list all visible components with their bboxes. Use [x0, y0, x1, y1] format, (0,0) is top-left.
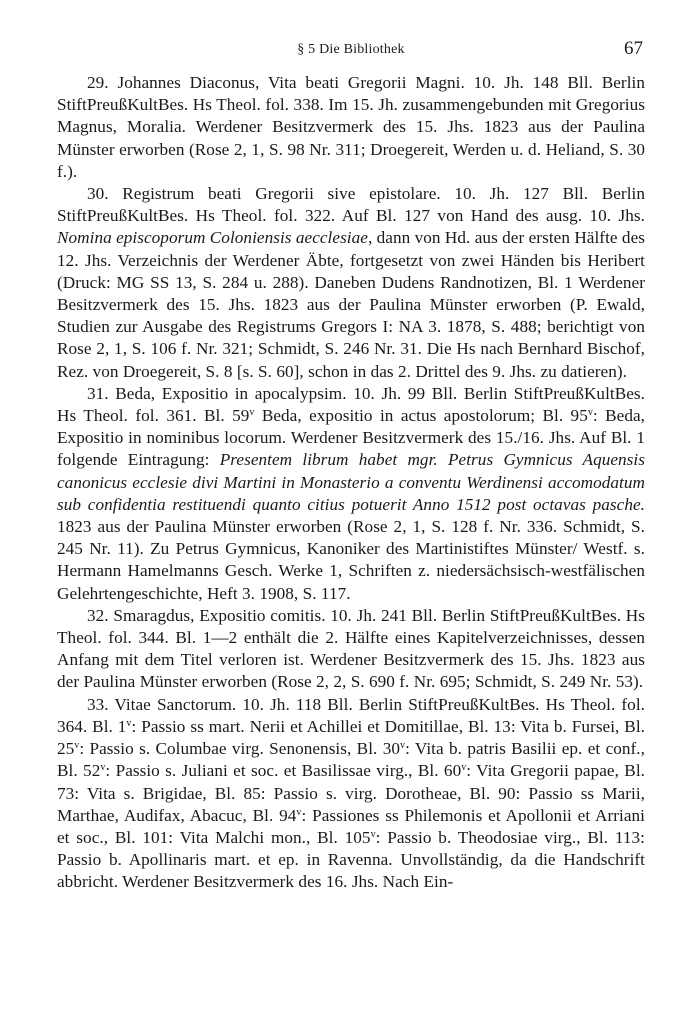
entry-30 — [57, 183, 645, 383]
verso-marker: v — [100, 762, 106, 774]
verso-marker: v — [587, 407, 593, 419]
book-page — [57, 36, 645, 894]
entry-text: 33. Vitae Sanctorum. 10. Jh. 118 Bll. Berlin StiftPreußKultBes. Hs Theol. fol. 364. Bl. 1 — [57, 694, 645, 736]
entry-text: 32. Smaragdus, Expositio comitis. 10. Jh. 241 Bll. Berlin StiftPreußKultBes. Hs Theol. fol. 344. Bl. 1—2 enthält die 2. Hälfte eines Kapitelverzeichnisses, dessen Anfang mit dem Titel verloren ist. Werdener Besitzvermerk des 15. Jhs. 1823 aus der Paulina Münster erworben (Rose 2, 2, S. 690 f. Nr. 695; Schmidt, S. 249 Nr. 53). — [57, 605, 645, 692]
verso-marker: v — [74, 740, 80, 752]
entry-text: Beda, expositio in actus apostolorum; Bl. 95 — [254, 406, 588, 426]
entry-text: 30. Registrum beati Gregorii sive epistolare. 10. Jh. 127 Bll. Berlin StiftPreußKultBes. Hs Theol. fol. 322. Auf Bl. 127 von Hand des ausg. 10. Jhs. — [57, 184, 645, 226]
entry-31 — [57, 383, 645, 605]
entry-text: 1823 aus der Paulina Münster erworben (Rose 2, 1, S. 128 f. Nr. 336. Schmidt, S. 245 Nr. 11). Zu Petrus Gymnicus, Kanoniker des Martinistiftes Münster/ Westf. s. Hermann Hamelmanns Gesch. Werke 1, Schriften z. niedersächsisch-westfälischen Gelehrtengeschichte, Heft 3. 1908, S. 117. — [57, 517, 645, 603]
manuscript-entries — [57, 72, 645, 894]
entry-text: : Vita Gregorii papae, Bl. 73: Vita s. Brigidae, Bl. 85: Passio s. virg. Dorotheae, Bl. 90: Passio ss Marii, Marthae, Audifax, Abacuc, Bl. 94 — [57, 761, 645, 825]
verso-marker: v — [370, 828, 376, 840]
entry-29 — [57, 72, 645, 183]
entry-text: : Vita b. patris Basilii ep. et conf., Bl. 52 — [57, 739, 645, 781]
verso-marker: v — [400, 740, 406, 752]
entry-text: 29. Johannes Diaconus, Vita beati Gregorii Magni. 10. Jh. 148 Bll. Berlin StiftPreußKultBes. Hs Theol. fol. 338. Im 15. Jh. zusammengebunden mit Gregorius Magnus, Moralia. Werdener Besitzvermerk des 15. Jhs. 1823 aus der Paulina Münster erworben (Rose 2, 1, S. 98 Nr. 311; Droegereit, Werden u. d. Heliand, S. 30 f.). — [57, 73, 645, 181]
entry-text: : Passio s. Columbae virg. Senonensis, Bl. 30 — [79, 739, 400, 759]
italic-citation: Nomina episcoporum Coloniensis aecclesiae — [57, 228, 368, 248]
running-title: § 5 Die Bibliothek — [297, 42, 405, 57]
entry-33 — [57, 694, 645, 894]
entry-text: 31. Beda, Expositio in apocalypsim. 10. Jh. 99 Bll. Berlin StiftPreußKultBes. Hs Theol. fol. 361. Bl. 59 — [57, 383, 645, 426]
entry-text: : Passiones ss Philemonis et Apollonii et Arriani et soc., Bl. 101: Vita Malchi mon., Bl. 105 — [57, 805, 645, 847]
entry-text: , dann von Hd. aus der ersten Hälfte des 12. Jhs. Verzeichnis der Werdener Äbte, fortgesetzt von zwei Händen bis Heribert (Druck: MG SS 13, S. 284 u. 288). Daneben Dudens Randnotizen, Bl. 1 Werdener Besitzvermerk des 15. Jhs. 1823 aus der Paulina Münster erworben (P. Ewald, Studien zur Ausgabe des Registrums Gregors I: NA 3. 1878, S. 488; berichtigt von Rose 2, 1, S. 106 f. Nr. 321; Schmidt, S. 246 Nr. 31. Die Hs nach Bernhard Bischof, Rez. von Droegereit, S. 8 [s. S. 60], schon in das 2. Drittel des 9. Jhs. zu datieren). — [57, 228, 645, 381]
entry-text: : Passio ss mart. Nerii et Achillei et Domitillae, Bl. 13: Vita b. Fursei, Bl. 25 — [57, 716, 645, 759]
page-number: 67 — [624, 38, 643, 59]
entry-text: : Beda, Expositio in nominibus locorum. Werdener Besitzvermerk des 15./16. Jhs. Auf Bl. 1 folgende Eintragung: — [57, 406, 645, 470]
running-header — [57, 36, 645, 66]
entry-32 — [57, 605, 645, 694]
entry-text: : Passio s. Juliani et soc. et Basilissae virg., Bl. 60 — [105, 761, 462, 781]
verso-marker: v — [249, 407, 255, 419]
italic-citation: Presentem librum habet mgr. Petrus Gymnicus Aquensis canonicus ecclesie divi Martini in Monasterio a conventu Werdinensi accomodatum sub confidentia restituendi quanto citius potuerit Anno 1512 post octavas pasche. — [57, 450, 645, 514]
verso-marker: v — [296, 806, 302, 818]
verso-marker: v — [461, 762, 467, 774]
verso-marker: v — [126, 717, 132, 729]
entry-text: : Passio b. Theodosiae virg., Bl. 113: Passio b. Apollinaris mart. et ep. in Ravenna. Unvollständig, da die Handschrift abbricht. Werdener Besitzvermerk des 16. Jhs. Nach Ein- — [57, 827, 645, 892]
